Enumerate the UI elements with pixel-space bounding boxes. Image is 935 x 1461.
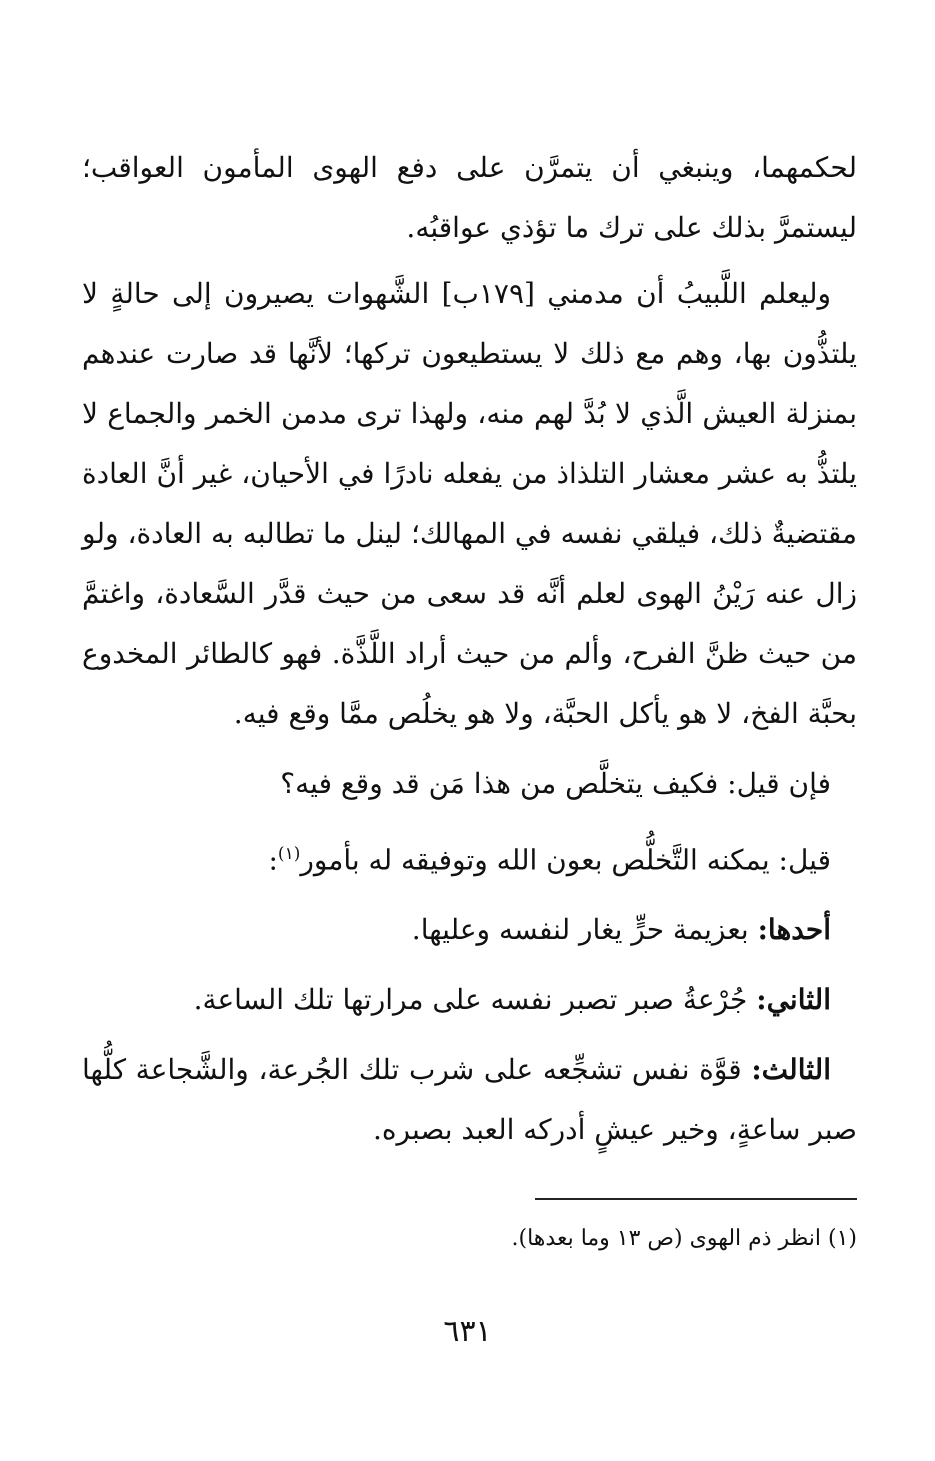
paragraph-4-colon: : — [268, 843, 278, 877]
paragraph-3: فإن قيل: فكيف يتخلَّص من هذا مَن قد وقع فيه؟ — [280, 767, 831, 800]
item-3-label: الثالث: — [751, 1053, 831, 1087]
list-item-2 — [82, 970, 857, 1030]
main-text — [82, 138, 857, 1160]
page-number: ٦٣١ — [443, 1314, 492, 1349]
list-item-1 — [82, 900, 857, 960]
item-1-label: أحدها: — [757, 913, 831, 947]
paragraph-4-text: قيل: يمكنه التَّخلُّص بعون الله وتوفيقه له بأمور — [300, 843, 831, 877]
list-item-3 — [82, 1040, 857, 1160]
footnote-reference[interactable]: (١) — [277, 844, 301, 864]
item-2-label: الثاني: — [756, 983, 831, 1017]
item-3-text: قوَّة نفس تشجِّعه على شرب تلك الجُرعة، والشَّجاعة كلُّها صبر ساعةٍ، وخير عيشٍ أدركه العبد بصبره. — [82, 1053, 857, 1147]
paragraph-4 — [82, 824, 857, 890]
footnote-text: انظر ذم الهوى (ص ١٣ وما بعدها). — [511, 1226, 821, 1251]
footnote-marker: (١) — [827, 1226, 857, 1251]
paragraph-1: لحكمهما، وينبغي أن يتمرَّن على دفع الهوى المأمون العواقب؛ ليستمرَّ بذلك على ترك ما تؤذي عواقبُه. — [82, 151, 857, 244]
item-2-text: جُرْعةُ صبر تصبر نفسه على مرارتها تلك الساعة. — [193, 983, 757, 1017]
footnote-divider — [535, 1198, 857, 1200]
footnote — [512, 1222, 857, 1256]
item-1-text: بعزيمة حرٍّ يغار لنفسه وعليها. — [411, 913, 758, 947]
paragraph-2: وليعلم اللَّبيبُ أن مدمني [١٧٩ب] الشَّهوات يصيرون إلى حالةٍ لا يلتذُّون بها، وهم مع ذلك لا يستطيعون تركها؛ لأنَّها قد صارت عندهم بمنزلة العيش الَّذي لا بُدَّ لهم منه، ولهذا ترى مدمن الخمر والجماع لا يلتذُّ به عشر معشار التلذاذ من يفعله نادرًا في الأحيان، غير أنَّ العادة مقتضيةٌ ذلك، فيلقي نفسه في المهالك؛ لينل ما تطالبه به العادة، ولو زال عنه رَيْنُ الهوى لعلم أنَّه قد سعى من حيث قدَّر السَّعادة، واغتمَّ من حيث ظنَّ الفرح، وألم من حيث أراد اللَّذَّة. فهو كالطائر المخدوع بحبَّة الفخ، لا هو يأكل الحبَّة، ولا هو يخلُص ممَّا وقع فيه. — [82, 277, 857, 730]
